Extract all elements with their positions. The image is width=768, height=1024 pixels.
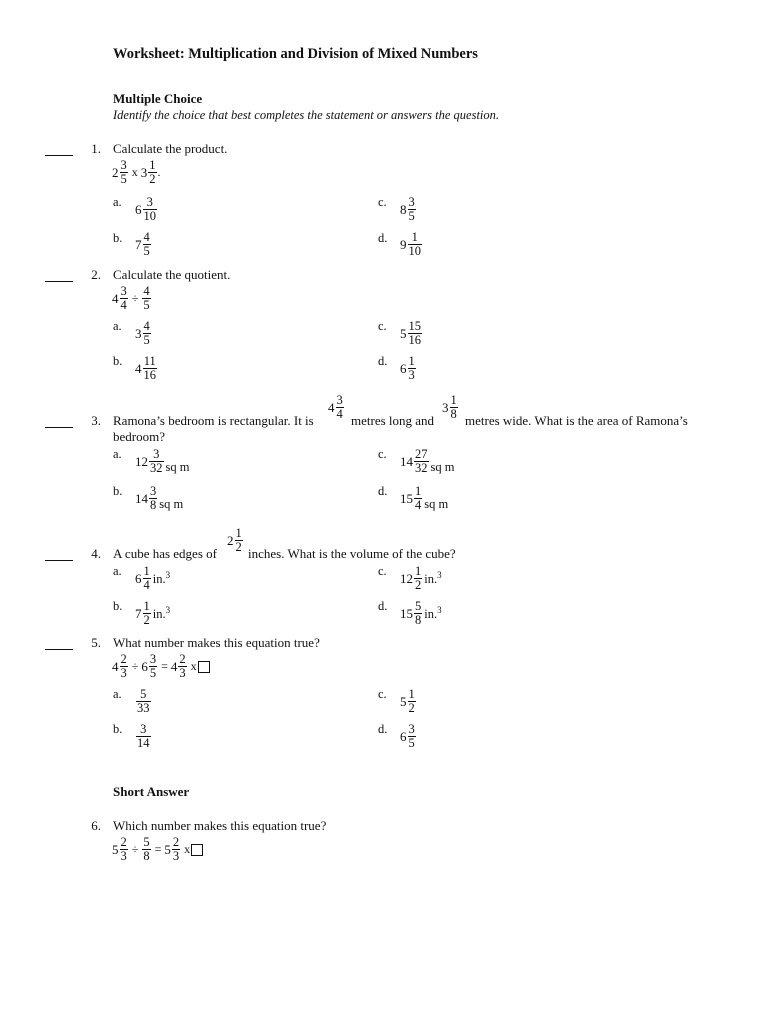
choice-b-value[interactable] bbox=[135, 355, 158, 382]
numerator: 3 bbox=[408, 722, 415, 736]
whole-number: 14 bbox=[135, 490, 148, 506]
whole-number: 6 bbox=[135, 570, 142, 586]
choice-label-d[interactable]: d. bbox=[378, 231, 388, 245]
numerator: 2 bbox=[120, 652, 127, 666]
choice-b-value[interactable] bbox=[135, 600, 170, 627]
unit-label bbox=[424, 605, 441, 622]
denominator: 5 bbox=[143, 298, 150, 312]
choice-c-value[interactable] bbox=[400, 565, 442, 592]
numerator: 3 bbox=[336, 393, 343, 407]
denominator: 5 bbox=[408, 209, 415, 223]
whole-number: 12 bbox=[135, 453, 148, 469]
choice-a-value[interactable] bbox=[135, 565, 170, 592]
denominator: 3 bbox=[408, 368, 415, 382]
fraction bbox=[143, 600, 151, 627]
choice-label-b[interactable]: b. bbox=[113, 354, 123, 368]
fraction bbox=[149, 448, 164, 475]
unit-text: in. bbox=[152, 607, 166, 622]
choice-c-value[interactable] bbox=[400, 688, 417, 715]
fraction bbox=[136, 688, 151, 715]
denominator: 10 bbox=[408, 244, 421, 258]
exponent: 3 bbox=[165, 604, 171, 615]
numerator: 2 bbox=[179, 652, 186, 666]
numerator: 2 bbox=[120, 835, 127, 849]
fraction bbox=[120, 285, 128, 312]
fraction bbox=[336, 394, 344, 421]
numerator: 1 bbox=[143, 564, 150, 578]
answer-blank-2[interactable] bbox=[45, 281, 73, 282]
exponent: 3 bbox=[437, 604, 442, 615]
choice-b-value[interactable] bbox=[135, 723, 152, 750]
operator: ÷ bbox=[131, 291, 139, 305]
denominator: 2 bbox=[235, 540, 242, 554]
fraction bbox=[178, 653, 186, 680]
whole-number: 3 bbox=[442, 399, 449, 415]
choice-label-b[interactable]: b. bbox=[113, 484, 123, 498]
unit-text: in. bbox=[424, 607, 438, 622]
whole-number: 4 bbox=[112, 290, 119, 306]
numerator: 3 bbox=[120, 158, 127, 172]
denominator: 8 bbox=[415, 613, 422, 627]
choice-d-value[interactable] bbox=[400, 231, 423, 258]
numerator: 3 bbox=[408, 195, 415, 209]
denominator: 16 bbox=[408, 333, 421, 347]
whole-number: 3 bbox=[140, 164, 148, 180]
numerator: 1 bbox=[143, 599, 150, 613]
choice-label-b[interactable]: b. bbox=[113, 599, 123, 613]
unit-label: sq m bbox=[165, 460, 190, 474]
fraction bbox=[143, 231, 151, 258]
choice-d-value[interactable] bbox=[400, 355, 417, 382]
whole-number: 4 bbox=[112, 658, 119, 674]
whole-number: 2 bbox=[112, 164, 119, 180]
question-stem: What number makes this equation true? bbox=[113, 635, 320, 650]
numerator: 2 bbox=[172, 835, 180, 849]
fraction bbox=[149, 485, 157, 512]
numerator: 1 bbox=[415, 564, 422, 578]
numerator: 1 bbox=[235, 526, 242, 540]
whole-number: 5 bbox=[112, 841, 119, 857]
numerator: 27 bbox=[415, 447, 428, 461]
operator: ÷ bbox=[131, 659, 139, 673]
choice-label-d[interactable]: d. bbox=[378, 484, 388, 498]
whole-number: 12 bbox=[400, 570, 413, 586]
numerator: 1 bbox=[408, 354, 415, 368]
choice-label-b[interactable]: b. bbox=[113, 231, 123, 245]
unit-label bbox=[153, 570, 170, 587]
whole-number: 2 bbox=[227, 532, 234, 548]
choice-a-value[interactable] bbox=[135, 448, 189, 475]
fraction bbox=[143, 355, 158, 382]
denominator: 4 bbox=[336, 407, 343, 421]
unit-label: sq m bbox=[430, 460, 455, 474]
whole-number: 5 bbox=[400, 325, 407, 341]
choice-d-value[interactable] bbox=[400, 485, 448, 512]
choice-label-d[interactable]: d. bbox=[378, 599, 388, 613]
question-expression bbox=[112, 836, 203, 863]
fraction bbox=[149, 653, 157, 680]
fraction bbox=[414, 448, 429, 475]
fraction bbox=[148, 159, 156, 186]
fraction bbox=[120, 159, 128, 186]
fraction bbox=[142, 836, 150, 863]
fraction bbox=[235, 527, 243, 554]
denominator: 2 bbox=[149, 172, 156, 186]
denominator: 8 bbox=[150, 498, 157, 512]
choice-a-value[interactable] bbox=[135, 320, 152, 347]
denominator: 2 bbox=[143, 613, 150, 627]
whole-number: 4 bbox=[170, 658, 178, 674]
fraction bbox=[143, 320, 151, 347]
whole-number: 9 bbox=[400, 236, 407, 252]
question-stem: Calculate the product. bbox=[113, 141, 228, 156]
period: . bbox=[157, 165, 161, 179]
answer-blank-3[interactable] bbox=[45, 427, 73, 428]
choice-a-value[interactable] bbox=[135, 688, 152, 715]
numerator: 1 bbox=[415, 484, 422, 498]
denominator: 32 bbox=[150, 461, 163, 475]
unit-label: sq m bbox=[424, 497, 449, 511]
denominator: 5 bbox=[143, 333, 150, 347]
length-mixed-number bbox=[328, 394, 345, 421]
question-stem: Ramona’s bedroom is rectangular. It is bbox=[113, 413, 314, 428]
denominator: 33 bbox=[137, 701, 150, 715]
choice-label-a[interactable]: a. bbox=[113, 319, 122, 333]
fraction bbox=[143, 196, 158, 223]
fraction bbox=[120, 653, 128, 680]
choice-label-a[interactable]: a. bbox=[113, 447, 122, 461]
choice-label-a[interactable]: a. bbox=[113, 564, 122, 578]
numerator: 1 bbox=[450, 393, 457, 407]
whole-number: 7 bbox=[135, 605, 142, 621]
denominator: 16 bbox=[143, 368, 156, 382]
denominator: 5 bbox=[408, 736, 415, 750]
question-number: 6. bbox=[91, 818, 101, 833]
choice-c-value[interactable] bbox=[400, 320, 423, 347]
fraction bbox=[408, 355, 416, 382]
fraction bbox=[120, 836, 128, 863]
denominator: 32 bbox=[415, 461, 428, 475]
edge-mixed-number bbox=[227, 527, 244, 554]
choice-label-c[interactable]: c. bbox=[378, 195, 387, 209]
choice-b-value[interactable] bbox=[135, 485, 183, 512]
denominator: 4 bbox=[120, 298, 127, 312]
denominator: 2 bbox=[415, 578, 422, 592]
question-stem: Which number makes this equation true? bbox=[113, 818, 327, 833]
fraction bbox=[414, 485, 422, 512]
unit-label: sq m bbox=[159, 497, 184, 511]
numerator: 11 bbox=[143, 354, 156, 368]
fraction bbox=[408, 196, 416, 223]
whole-number: 4 bbox=[135, 360, 142, 376]
numerator: 3 bbox=[149, 652, 157, 666]
question-stem-part: bedroom? bbox=[113, 429, 165, 444]
whole-number: 7 bbox=[135, 236, 142, 252]
numerator: 15 bbox=[408, 319, 421, 333]
numerator: 1 bbox=[408, 687, 415, 701]
operator: x bbox=[190, 659, 197, 673]
whole-number: 6 bbox=[400, 360, 407, 376]
question-expression bbox=[112, 285, 152, 312]
numerator: 1 bbox=[149, 158, 156, 172]
whole-number: 4 bbox=[328, 399, 335, 415]
choice-d-value[interactable] bbox=[400, 600, 442, 627]
whole-number: 6 bbox=[141, 658, 148, 674]
whole-number: 6 bbox=[400, 728, 407, 744]
answer-blank-1[interactable] bbox=[45, 155, 73, 156]
whole-number: 8 bbox=[400, 201, 407, 217]
numerator: 4 bbox=[143, 230, 150, 244]
instructions-text: Identify the choice that best completes the statement or answers the question. bbox=[113, 108, 500, 122]
denominator: 3 bbox=[120, 666, 127, 680]
numerator: 1 bbox=[411, 230, 418, 244]
question-stem-part: inches. What is the volume of the cube? bbox=[248, 546, 456, 561]
denominator: 14 bbox=[137, 736, 150, 750]
fraction bbox=[143, 565, 151, 592]
width-mixed-number bbox=[442, 394, 459, 421]
choice-label-c[interactable]: c. bbox=[378, 564, 387, 578]
equals-sign: = bbox=[154, 842, 162, 856]
denominator: 10 bbox=[143, 209, 156, 223]
choice-label-c[interactable]: c. bbox=[378, 447, 387, 461]
question-stem-part: metres long and bbox=[351, 413, 435, 428]
numerator: 4 bbox=[143, 284, 150, 298]
numerator: 5 bbox=[415, 599, 422, 613]
choice-label-a[interactable]: a. bbox=[113, 687, 122, 701]
whole-number: 15 bbox=[400, 490, 413, 506]
fraction bbox=[450, 394, 458, 421]
question-number: 5. bbox=[91, 635, 101, 650]
fraction bbox=[172, 836, 180, 863]
denominator: 4 bbox=[143, 578, 150, 592]
fraction bbox=[408, 688, 416, 715]
question-number: 3. bbox=[91, 413, 101, 428]
numerator: 3 bbox=[153, 447, 160, 461]
choice-label-c[interactable]: c. bbox=[378, 687, 387, 701]
fraction bbox=[408, 231, 423, 258]
numerator: 3 bbox=[146, 195, 153, 209]
section-heading-short-answer: Short Answer bbox=[113, 784, 190, 799]
fraction bbox=[414, 600, 422, 627]
numerator: 5 bbox=[140, 687, 147, 701]
answer-blank-5[interactable] bbox=[45, 649, 73, 650]
fraction bbox=[408, 320, 423, 347]
choice-label-d[interactable]: d. bbox=[378, 354, 388, 368]
choice-d-value[interactable] bbox=[400, 723, 417, 750]
exponent: 3 bbox=[437, 569, 442, 580]
numerator: 4 bbox=[143, 319, 150, 333]
choice-label-a[interactable]: a. bbox=[113, 195, 122, 209]
whole-number: 3 bbox=[135, 325, 142, 341]
question-stem: Calculate the quotient. bbox=[113, 267, 231, 282]
denominator: 8 bbox=[143, 849, 150, 863]
numerator: 3 bbox=[150, 484, 157, 498]
fraction bbox=[408, 723, 416, 750]
operator: ÷ bbox=[131, 842, 139, 856]
question-number: 1. bbox=[91, 141, 101, 156]
denominator: 2 bbox=[408, 701, 415, 715]
answer-blank-4[interactable] bbox=[45, 560, 73, 561]
fraction bbox=[136, 723, 151, 750]
question-stem-part: metres wide. What is the area of Ramona’s bbox=[465, 413, 688, 428]
denominator: 5 bbox=[120, 172, 127, 186]
fraction bbox=[142, 285, 150, 312]
choice-label-c[interactable]: c. bbox=[378, 319, 387, 333]
choice-label-d[interactable]: d. bbox=[378, 722, 388, 736]
denominator: 5 bbox=[149, 666, 157, 680]
operator: x bbox=[131, 165, 138, 179]
whole-number: 5 bbox=[400, 693, 407, 709]
question-number: 2. bbox=[91, 267, 101, 282]
choice-b-value[interactable] bbox=[135, 231, 152, 258]
equals-sign: = bbox=[161, 659, 168, 673]
numerator: 3 bbox=[140, 722, 147, 736]
denominator: 3 bbox=[120, 849, 127, 863]
denominator: 3 bbox=[179, 666, 186, 680]
denominator: 3 bbox=[172, 849, 180, 863]
whole-number: 6 bbox=[135, 201, 142, 217]
worksheet-title: Worksheet: Multiplication and Division of Mixed Numbers bbox=[113, 46, 478, 62]
whole-number: 14 bbox=[400, 453, 413, 469]
exponent: 3 bbox=[165, 569, 171, 580]
unit-text: in. bbox=[424, 572, 438, 587]
unit-label bbox=[424, 570, 441, 587]
denominator: 5 bbox=[143, 244, 150, 258]
choice-c-value[interactable] bbox=[400, 196, 417, 223]
section-heading-multiple-choice: Multiple Choice bbox=[113, 91, 203, 106]
choice-a-value[interactable] bbox=[135, 196, 158, 223]
question-stem: A cube has edges of bbox=[113, 546, 217, 561]
unit-label bbox=[153, 605, 170, 622]
whole-number: 5 bbox=[164, 841, 171, 857]
unknown-box-icon bbox=[191, 844, 203, 856]
unknown-box-icon bbox=[198, 661, 210, 673]
denominator: 4 bbox=[415, 498, 422, 512]
question-expression bbox=[112, 653, 210, 680]
whole-number: 15 bbox=[400, 605, 413, 621]
denominator: 8 bbox=[450, 407, 457, 421]
unit-text: in. bbox=[152, 572, 166, 587]
question-number: 4. bbox=[91, 546, 101, 561]
choice-label-b[interactable]: b. bbox=[113, 722, 123, 736]
operator: x bbox=[184, 842, 191, 856]
choice-c-value[interactable] bbox=[400, 448, 454, 475]
fraction bbox=[414, 565, 422, 592]
numerator: 5 bbox=[143, 835, 150, 849]
question-expression bbox=[112, 159, 161, 186]
numerator: 3 bbox=[120, 284, 127, 298]
